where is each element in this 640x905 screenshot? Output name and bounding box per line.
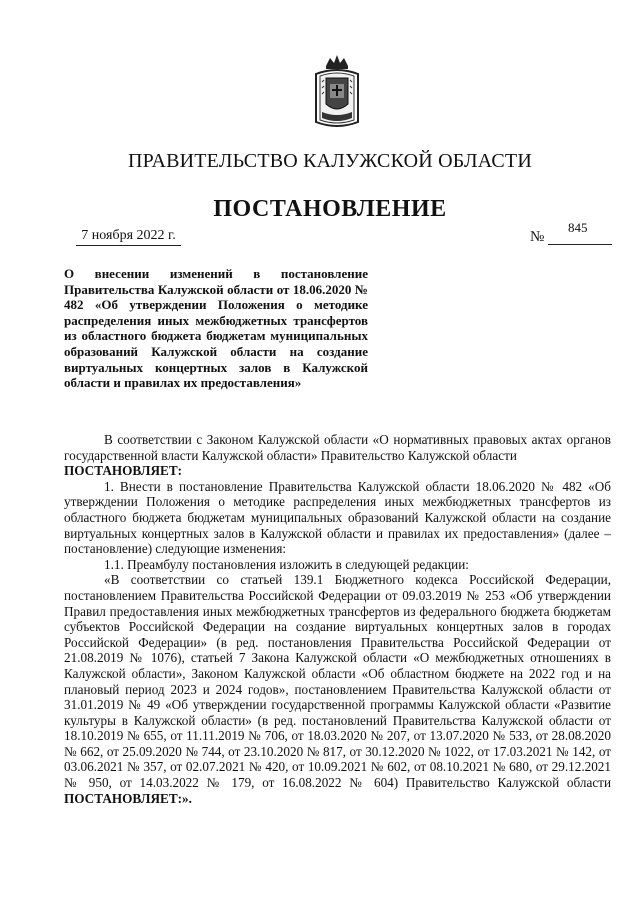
number-underline	[548, 244, 612, 245]
document-date: 7 ноября 2022 г.	[76, 228, 181, 246]
paragraph-item-1: 1. Внести в постановление Правительства Калужской области 18.06.2020 № 482 «Об утверждении Положения о методике распределения иных межбюджетных трансфертов из областного бюджета бюджетам муниципальных образований Калужской области на создание виртуальных концертных залов в Калужской области и правилах их предоставления» (далее – постановление) следующие изменения:	[64, 478, 611, 557]
resolves-label: ПОСТАНОВЛЯЕТ:	[64, 463, 183, 479]
organization-title: ПРАВИТЕЛЬСТВО КАЛУЖСКОЙ ОБЛАСТИ	[128, 150, 532, 172]
coat-of-arms-icon	[312, 52, 362, 132]
document-subject: О внесении изменений в постановление Правительства Калужской области от 18.06.2020 № 482 «Об утверждении Положения о методике распределения иных межбюджетных трансфертов из областного бюджета бюджетам муниципальных образований Калужской области на создание виртуальных концертных залов в Калужской области и правилах их предоставления»	[64, 266, 368, 391]
document-body	[64, 432, 611, 806]
number-label: №	[530, 229, 545, 245]
new-preamble-resolves: ПОСТАНОВЛЯЕТ:».	[64, 790, 192, 806]
paragraph-item-1-1: 1.1. Преамбулу постановления изложить в следующей редакции:	[104, 556, 469, 572]
paragraph-preamble: В соответствии с Законом Калужской области «О нормативных правовых актах органов государственной власти Калужской области» Правительство Калужской области	[64, 432, 611, 463]
resolves-heading	[64, 463, 611, 479]
document-number: 845	[568, 220, 588, 235]
new-preamble-text: «В соответствии со статьей 139.1 Бюджетного кодекса Российской Федерации, постановлением Правительства Российской Федерации от 09.03.2019 № 253 «Об утверждении Правил предоставления иных межбюджетных трансфертов из федерального бюджета бюджетам субъектов Российской Федерации на создание виртуальных концертных залов в городах Российской Федерации» (в ред. постановления Правительства Российской Федерации от 21.08.2019 № 1076), статьей 7 Закона Калужской области «О межбюджетных отношениях в Калужской области», Законом Калужской области «Об областном бюджете на 2022 год и на плановый период 2023 и 2024 годов», постановлением Правительства Калужской области от 31.01.2019 № 49 «Об утверждении государственной программы Калужской области «Развитие культуры в Калужской области» (в ред. постановлений Правительства Калужской области от 18.10.2019 № 655, от 11.11.2019 № 706, от 18.03.2020 № 207, от 13.07.2020 № 533, от 28.08.2020 № 662, от 25.09.2020 № 744, от 23.10.2020 № 817, от 30.12.2020 № 1022, от 17.03.2021 № 142, от 03.06.2021 № 357, от 02.07.2021 № 420, от 10.09.2021 № 602, от 08.10.2021 № 680, от 29.12.2021 № 950, от 14.03.2022 № 179, от 16.08.2022 № 604) Правительство Калужской области	[64, 572, 611, 791]
paragraph-new-preamble	[64, 572, 611, 806]
document-type: ПОСТАНОВЛЕНИЕ	[213, 196, 447, 222]
